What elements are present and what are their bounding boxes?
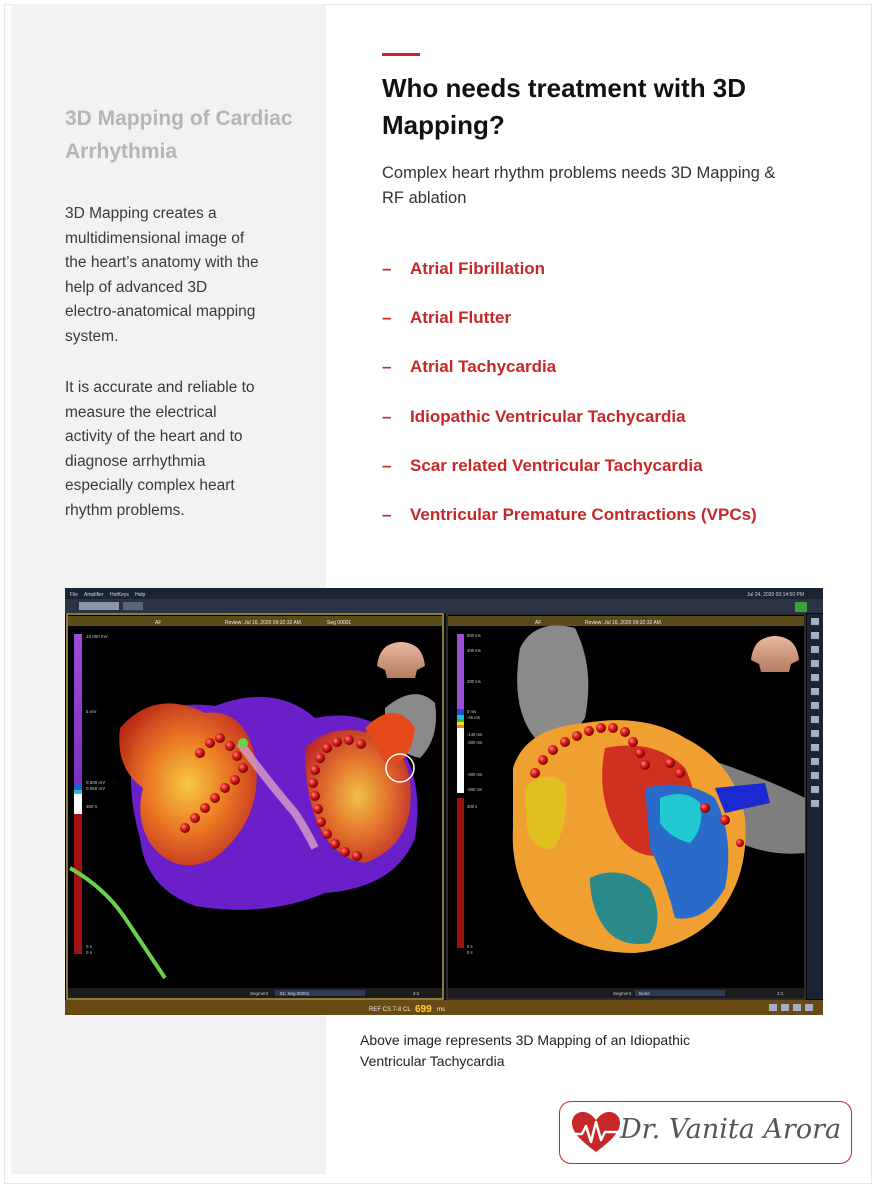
main-title: Who needs treatment with 3D Mapping? (382, 73, 747, 140)
menu-file[interactable]: File (70, 592, 79, 598)
list-dash: – (382, 455, 392, 475)
list-dash: – (382, 504, 392, 524)
list-dash: – (382, 308, 392, 328)
list-dash: – (382, 406, 392, 426)
list-dash: – (382, 357, 392, 377)
left-scale-c: 300 s (86, 804, 98, 809)
mapping-screen-svg (65, 588, 823, 1015)
status-cycle-unit: ms (437, 1007, 445, 1013)
title-accent-bar (382, 53, 420, 56)
right-zoom[interactable]: 1:1 (777, 991, 784, 996)
right-scale-0: 0 ms (467, 709, 477, 714)
condition-label: Atrial Tachycardia (410, 357, 557, 377)
right-segment-value[interactable]: None (639, 991, 650, 996)
left-panel-segment-tab[interactable]: Seg 00001 (327, 620, 352, 626)
sidebar-paragraph-1: 3D Mapping creates a multidimensional image of the heart’s anatomy with the help of advanced 3D electro-anatomical mapping system. (65, 205, 259, 345)
left-segment-value[interactable]: 01: Seg 00001 (280, 991, 310, 996)
right-scale-m145: -145 ms (467, 732, 483, 737)
list-item (382, 503, 842, 552)
left-panel-label: AF (155, 620, 162, 626)
status-cycle-value: 699 (415, 1004, 432, 1015)
right-scale-0s-b: 0 s (467, 950, 473, 955)
right-scale-m400: -400 ms (467, 772, 483, 777)
list-item (382, 355, 842, 404)
condition-label: Scar related Ventricular Tachycardia (410, 455, 703, 475)
lead-text: Complex heart rhythm problems needs 3D Mapping & RF ablation (382, 164, 776, 207)
left-segment-label: Segment (250, 991, 269, 996)
right-segment-label: Segment (613, 991, 632, 996)
menu-amplifier[interactable]: Amplifier (84, 592, 104, 598)
condition-label: Atrial Flutter (410, 308, 512, 328)
condition-label: Idiopathic Ventricular Tachycardia (410, 406, 686, 426)
right-scale-m45: -45 ms (467, 715, 480, 720)
left-scale-b: 0.050 mV (86, 786, 106, 791)
datetime-label: Jul 24, 2020 03:14:50 PM (747, 592, 804, 598)
left-scale-mid: 5 mV (86, 709, 97, 714)
mapping-screenshot (65, 588, 823, 1015)
left-scale-e: 0 s (86, 950, 93, 955)
menu-help[interactable]: Help (135, 592, 146, 598)
right-panel-label: AF (535, 620, 542, 626)
sidebar-paragraph-2: It is accurate and reliable to measure the electrical activity of the heart and to diagnose arrhythmia especially complex heart rhythm problems. (65, 379, 255, 519)
right-scale-m500: -500 ms (467, 787, 483, 792)
list-item (382, 405, 842, 454)
left-scale-top: 10.000 mV (86, 634, 108, 639)
brand-logo (559, 1101, 852, 1164)
list-dash: – (382, 259, 392, 278)
logo-text: Dr. Vanita Arora (620, 1114, 842, 1145)
list-item (382, 306, 842, 355)
left-scale-a: 0.500 mV (86, 780, 106, 785)
left-scale-d: 0 s (86, 944, 93, 949)
right-scale-m200: -200 ms (467, 740, 483, 745)
condition-label: Ventricular Premature Contractions (VPCs) (410, 504, 757, 524)
right-scale-200: 200 ms (467, 679, 481, 684)
sidebar-title: 3D Mapping of Cardiac Arrhythmia (65, 107, 293, 163)
right-panel-review: Review: Jul 16, 2020 09:32:32 AM (585, 620, 661, 626)
left-zoom[interactable]: 2:1 (413, 991, 420, 996)
menu-hotkeys[interactable]: HotKeys (110, 592, 129, 598)
condition-label: Atrial Fibrillation (410, 259, 546, 278)
right-scale-300: 300 s (467, 804, 478, 809)
heart-pulse-icon (570, 1110, 622, 1156)
figure-caption: Above image represents 3D Mapping of an Idiopathic Ventricular Tachycardia (360, 1032, 690, 1069)
right-scale-400: 400 ms (467, 648, 481, 653)
right-scale-top: 500 ms (467, 633, 481, 638)
status-ref-label: REF CS 7-8 CL (369, 1007, 411, 1013)
list-item (382, 257, 842, 306)
right-scale-0s-a: 0 s (467, 944, 473, 949)
left-panel-review: Review: Jul 16, 2020 09:32:32 AM (225, 620, 301, 626)
conditions-list (382, 257, 842, 552)
list-item (382, 454, 842, 503)
